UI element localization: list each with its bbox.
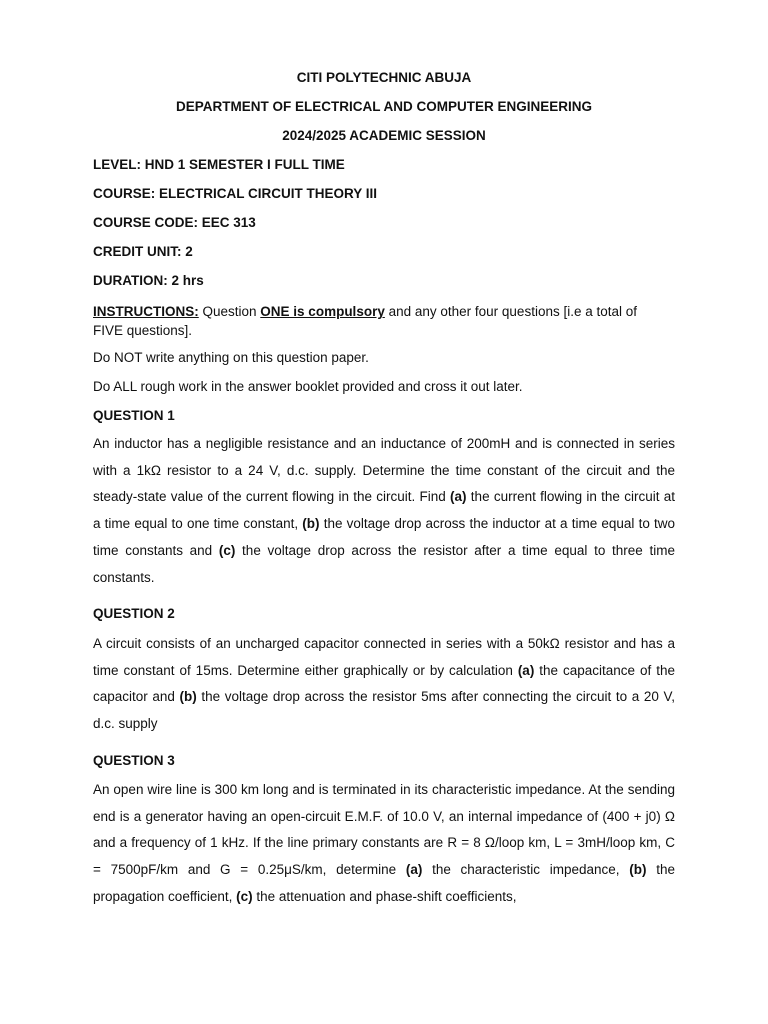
department-name: DEPARTMENT OF ELECTRICAL AND COMPUTER ENGINEERING bbox=[175, 99, 592, 114]
part-a-label: (a) bbox=[405, 862, 423, 878]
question-2-text-part: the capacitance of the capacitor and bbox=[93, 662, 675, 705]
question-3-text-part: the characteristic impedance, bbox=[422, 862, 630, 878]
question-1-text-part: the current flowing in the circuit at a time equal to one time constant, bbox=[93, 489, 675, 532]
instructions-emphasis: ONE is compulsory bbox=[260, 304, 385, 319]
question-1-text-part: An inductor has a negligible resistance and an inductance of 200mH and is connected in series with a 1kΩ resistor to a 24 V, d.c. supply. Determine the time constant of the circuit and the steady-state value of the current flowing in the circuit. Find bbox=[93, 436, 675, 505]
question-2-title: QUESTION 2 bbox=[93, 606, 175, 621]
note-rough-work: Do ALL rough work in the answer booklet provided and cross it out later. bbox=[93, 379, 523, 394]
course-line: COURSE: ELECTRICAL CIRCUIT THEORY III bbox=[93, 186, 378, 201]
question-1-text-part: the voltage drop across the resistor after a time equal to three time constants. bbox=[93, 542, 675, 585]
question-1-text-part: the voltage drop across the inductor at a time equal to two time constants and bbox=[93, 516, 676, 558]
part-b-label: (b) bbox=[302, 516, 320, 532]
question-3-text-part: the attenuation and phase-shift coefficients, bbox=[252, 888, 517, 904]
part-b-label: (b) bbox=[179, 689, 197, 705]
question-2-text bbox=[93, 631, 675, 738]
part-a-label: (a) bbox=[517, 662, 535, 678]
instructions-text-2: and any other four questions [i.e a total of bbox=[384, 304, 638, 319]
part-c-label: (c) bbox=[218, 542, 236, 558]
instructions-text-1: Question bbox=[198, 304, 261, 319]
question-3-text-part: the propagation coefficient, bbox=[93, 862, 675, 904]
question-1-text bbox=[93, 431, 675, 591]
instructions bbox=[93, 302, 675, 340]
instructions-label: INSTRUCTIONS: bbox=[93, 304, 199, 319]
instructions-text-3: FIVE questions]. bbox=[93, 323, 193, 338]
note-no-writing: Do NOT write anything on this question paper. bbox=[93, 350, 369, 365]
level-line: LEVEL: HND 1 SEMESTER I FULL TIME bbox=[93, 157, 345, 172]
institution-name: CITI POLYTECHNIC ABUJA bbox=[296, 70, 472, 85]
question-3-text bbox=[93, 777, 675, 911]
part-c-label: (c) bbox=[236, 888, 253, 904]
question-2-text-part: A circuit consists of an uncharged capacitor connected in series with a 50kΩ resistor and has a time constant of 15ms. Determine either graphically or by calculation bbox=[93, 636, 675, 678]
credit-unit-line: CREDIT UNIT: 2 bbox=[93, 244, 193, 259]
academic-session: 2024/2025 ACADEMIC SESSION bbox=[282, 128, 486, 143]
part-b-label: (b) bbox=[629, 862, 647, 878]
course-code-line: COURSE CODE: EEC 313 bbox=[93, 215, 256, 230]
question-3-title: QUESTION 3 bbox=[93, 753, 175, 768]
duration-line: DURATION: 2 hrs bbox=[93, 273, 204, 288]
part-a-label: (a) bbox=[450, 489, 467, 505]
question-1-title: QUESTION 1 bbox=[93, 408, 175, 423]
question-3-text-part: An open wire line is 300 km long and is terminated in its characteristic impedance. At the sending end is a generator having an open-circuit E.M.F. of 10.0 V, an internal impedance of (400 + j0) Ω and a frequency of 1 kHz. If the line primary constants are R = 8 Ω/loop km, L = 3mH/loop km, C = 7500pF/km and G = 0.25μS/km, determine bbox=[93, 782, 675, 878]
question-2-text-part: the voltage drop across the resistor 5ms after connecting the circuit to a 20 V, d.c. supply bbox=[93, 689, 676, 732]
